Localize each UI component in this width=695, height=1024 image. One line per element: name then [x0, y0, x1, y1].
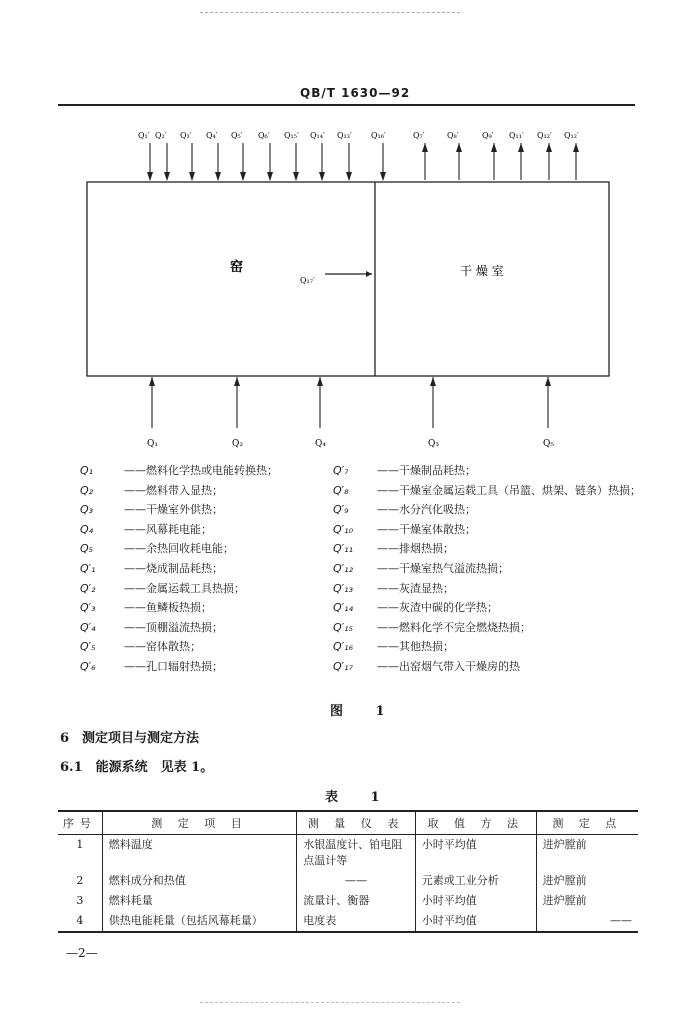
figure-caption: 图 1	[330, 704, 399, 719]
legend-symbol: Q′₁₄	[333, 601, 353, 615]
table-row	[58, 891, 638, 911]
bottom-arrow-label: Q₂	[232, 439, 243, 449]
top-arrow-label: Q₁₂′	[537, 131, 552, 140]
legend-text: ——燃料化学热或电能转换热；	[124, 464, 278, 477]
top-arrowhead	[240, 172, 246, 181]
top-arrowhead	[456, 143, 462, 152]
table-row	[58, 835, 638, 872]
legend-symbol: Q′₁₇	[333, 660, 353, 673]
legend-text: ——余热回收耗电能；	[124, 542, 234, 556]
flow-label: Q₁₇′	[300, 276, 315, 285]
legend-item	[333, 658, 520, 674]
top-arrow-label: Q₁₆′	[371, 131, 386, 140]
cell-point: 进炉膛前	[536, 835, 638, 872]
legend-symbol: Q₃	[80, 503, 94, 517]
legend-symbol: Q₅	[80, 542, 94, 556]
legend-symbol: Q′₁₆	[333, 640, 353, 654]
legend-symbol: Q′₃	[80, 601, 96, 615]
legend-item	[80, 501, 223, 517]
top-arrow-label: Q₂′	[155, 131, 167, 140]
legend-symbol: Q₁	[80, 464, 94, 477]
top-arrow-label: Q₁₁′	[509, 131, 524, 140]
legend-item	[333, 619, 531, 635]
col-header-point: 测 定 点	[536, 811, 638, 835]
legend-text: ——水分汽化吸热；	[377, 503, 476, 517]
top-arrow-label: Q₈′	[447, 131, 459, 140]
cell-method: 小时平均值	[415, 911, 536, 932]
top-arrow-label: Q₁′	[138, 131, 150, 140]
legend-text: ——窑体散热；	[124, 640, 201, 654]
bottom-dashed-line	[200, 1002, 460, 1003]
legend-symbol: Q₄	[80, 522, 94, 536]
legend-text: ——灰渣显热；	[377, 581, 454, 595]
bottom-arrowhead	[317, 377, 323, 386]
legend-text: ——干燥室金属运载工具（吊篮、烘架、链条）热损；	[377, 483, 641, 497]
heat-balance-diagram	[0, 0, 695, 470]
top-arrow-label: Q₁₂′	[564, 131, 579, 140]
top-arrowhead	[164, 172, 170, 181]
bottom-arrow-label: Q₁	[147, 439, 158, 449]
cell-no: 3	[76, 894, 84, 907]
legend-item	[333, 482, 641, 498]
table-row	[58, 911, 638, 932]
legend-text: ——其他热损；	[377, 640, 454, 654]
legend-item	[80, 638, 201, 654]
legend-item	[333, 540, 454, 556]
bottom-arrowhead	[430, 377, 436, 386]
top-arrowhead	[346, 172, 352, 181]
legend-item	[333, 580, 454, 596]
col-header-item: 测 定 项 目	[102, 811, 296, 835]
legend-item	[80, 521, 212, 537]
top-arrowhead	[319, 172, 325, 181]
top-arrowhead	[189, 172, 195, 181]
cell-no: 2	[76, 874, 84, 887]
legend-item	[80, 540, 234, 556]
top-arrow-label: Q₅′	[231, 131, 243, 140]
cell-method: 小时平均值	[415, 891, 536, 911]
legend-item	[80, 462, 278, 478]
legend-item	[80, 482, 223, 498]
legend-symbol: Q′₁₅	[333, 620, 353, 634]
cell-instrument: 流量计、衡器	[297, 891, 416, 911]
top-arrowhead	[422, 143, 428, 152]
top-arrowhead	[518, 143, 524, 152]
legend-item	[80, 658, 223, 674]
col-header-no: 序号	[58, 811, 102, 835]
top-arrow-label: Q₇′	[413, 131, 425, 140]
top-arrows	[138, 131, 579, 181]
legend-symbol: Q′₁₁	[333, 542, 353, 556]
bottom-arrow-label: Q₃	[428, 439, 439, 449]
section-6-heading: 6 测定项目与测定方法	[60, 731, 200, 746]
top-arrowhead	[215, 172, 221, 181]
table-header-row	[58, 811, 638, 835]
flow-arrowhead	[366, 271, 372, 277]
kiln-label: 窑	[230, 260, 244, 275]
legend-text: ——干燥室体散热；	[377, 522, 476, 536]
cell-no: 1	[76, 838, 84, 851]
legend-text: ——干燥制品耗热；	[377, 464, 476, 477]
legend-symbol: Q′₈	[333, 483, 349, 497]
col-header-instrument: 测 量 仪 表	[297, 811, 416, 835]
top-arrowhead	[573, 143, 579, 152]
top-arrowhead	[147, 172, 153, 181]
cell-instrument: 水银温度计、铂电阻点温计等	[297, 835, 416, 872]
section-6-1-heading: 6.1 能源系统 见表 1。	[60, 760, 214, 775]
legend-text: ——干燥室热气溢流热损；	[377, 562, 509, 575]
legend-item	[80, 560, 223, 576]
cell-item: 燃料成分和热值	[102, 871, 296, 891]
legend-item	[80, 599, 212, 615]
cell-point: 进炉膛前	[536, 871, 638, 891]
measurement-table	[58, 810, 638, 933]
cell-point: ——	[536, 911, 638, 932]
cell-item: 燃料温度	[102, 835, 296, 872]
top-arrow-label: Q₄′	[206, 131, 218, 140]
legend-symbol: Q′₁₃	[333, 581, 353, 595]
legend-text: ——烧成制品耗热；	[124, 562, 223, 575]
legend-item	[80, 580, 245, 596]
standard-code: QB/T 1630—92	[300, 86, 411, 100]
legend-text: ——鱼鳞板热损；	[124, 601, 212, 615]
top-arrow-label: Q₃′	[180, 131, 192, 140]
top-arrow-label: Q₁₅′	[284, 131, 299, 140]
bottom-arrowhead	[149, 377, 155, 386]
cell-item: 供热电能耗量（包括风幕耗量）	[102, 911, 296, 932]
legend-text: ——干燥室外供热；	[124, 503, 223, 517]
page-number: —2—	[66, 946, 98, 960]
table-title: 表 1	[325, 790, 394, 805]
cell-instrument: ——	[297, 871, 416, 891]
cell-no: 4	[58, 911, 102, 932]
top-arrow-label: Q₁₄′	[310, 131, 325, 140]
legend-symbol: Q′₁₀	[333, 522, 353, 536]
top-arrowhead	[546, 143, 552, 152]
top-arrowhead	[267, 172, 273, 181]
legend-item	[333, 599, 498, 615]
legend-text: ——顶棚溢流热损；	[124, 620, 223, 634]
legend-symbol: Q₂	[80, 483, 94, 497]
legend-text: ——排烟热损；	[377, 542, 454, 556]
top-arrowhead	[293, 172, 299, 181]
top-arrowhead	[491, 143, 497, 152]
legend-symbol: Q′₂	[80, 581, 96, 595]
top-arrowhead	[380, 172, 386, 181]
legend-item	[333, 521, 476, 537]
col-header-method: 取 值 方 法	[415, 811, 536, 835]
dryer-label: 干 燥 室	[460, 264, 504, 278]
legend-symbol: Q′₇	[333, 464, 349, 477]
cell-item: 燃料耗量	[102, 891, 296, 911]
top-arrow-label: Q₉′	[482, 131, 494, 140]
legend-symbol: Q′₅	[80, 640, 96, 654]
legend-symbol: Q′₆	[80, 660, 96, 673]
legend-text: ——风幕耗电能；	[124, 522, 212, 536]
cell-point: 进炉膛前	[536, 891, 638, 911]
top-arrow-label: Q₁₃′	[337, 131, 352, 140]
legend-text: ——燃料带入显热；	[124, 483, 223, 497]
legend-text: ——出窑烟气带入干燥房的热	[377, 660, 520, 673]
cell-method: 小时平均值	[415, 835, 536, 872]
legend-text: ——金属运载工具热损；	[124, 581, 245, 595]
table-row	[58, 871, 638, 891]
bottom-arrow-label: Q₄	[315, 439, 326, 449]
legend-item	[80, 619, 223, 635]
top-arrow-label: Q₆′	[258, 131, 270, 140]
bottom-arrow-label: Q₅	[543, 439, 554, 449]
kiln-dryer-box	[87, 182, 609, 376]
bottom-arrowhead	[545, 377, 551, 386]
legend-text: ——灰渣中碳的化学热；	[377, 601, 498, 615]
bottom-arrows	[147, 377, 554, 449]
bottom-arrowhead	[234, 377, 240, 386]
legend-symbol: Q′₁₂	[333, 562, 353, 575]
cell-method: 元素或工业分析	[415, 871, 536, 891]
legend-item	[333, 638, 454, 654]
legend-item	[333, 462, 476, 478]
legend-item	[333, 560, 509, 576]
cell-instrument: 电度表	[297, 911, 416, 932]
legend-symbol: Q′₁	[80, 562, 96, 575]
legend-symbol: Q′₄	[80, 620, 96, 634]
legend-item	[333, 501, 476, 517]
legend-symbol: Q′₉	[333, 503, 349, 517]
legend-text: ——孔口辐射热损；	[124, 660, 223, 673]
legend-text: ——燃料化学不完全燃烧热损；	[377, 620, 531, 634]
